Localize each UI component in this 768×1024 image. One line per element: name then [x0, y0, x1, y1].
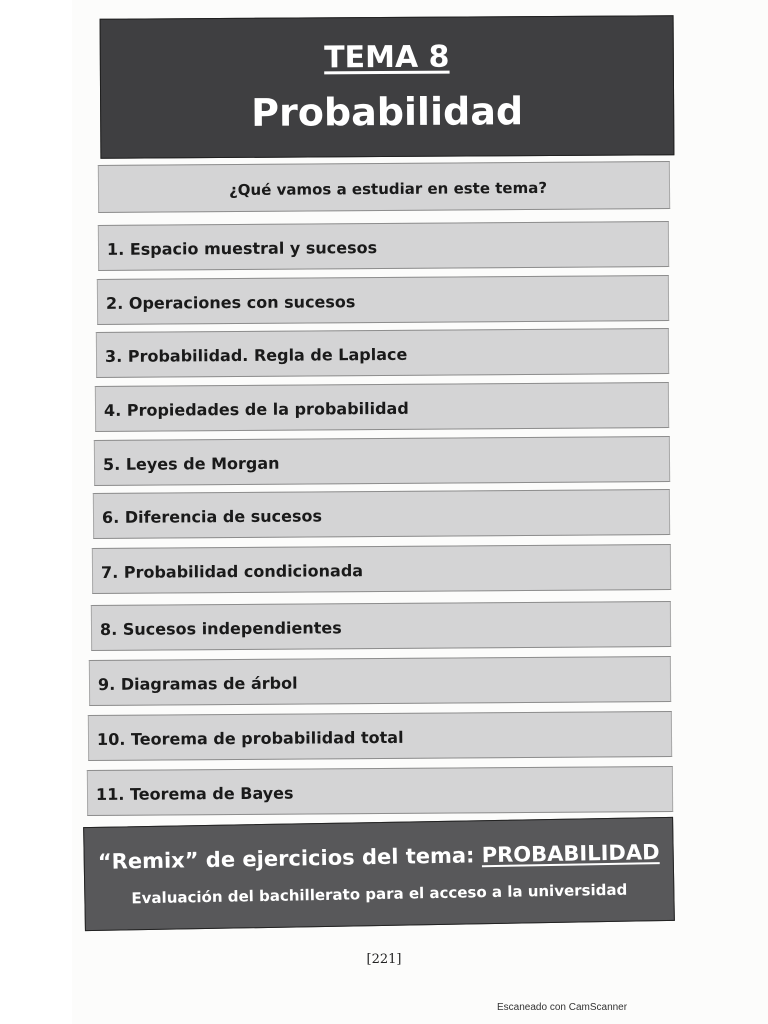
topic-label: 10. Teorema de probabilidad total	[96, 727, 404, 749]
topic-item	[91, 601, 671, 651]
exercises-banner	[83, 817, 675, 931]
topic-item	[87, 766, 673, 816]
topic-item	[98, 221, 669, 271]
topic-label: 2. Operaciones con sucesos	[105, 292, 356, 313]
exercises-heading	[85, 840, 673, 874]
exercises-subheading: Evaluación del bachillerato para el acceso a la universidad	[131, 880, 628, 908]
topic-label: 7. Probabilidad condicionada	[100, 561, 364, 582]
topic-item	[95, 382, 669, 432]
chapter-header	[100, 15, 675, 159]
page-number: [221]	[366, 952, 402, 967]
chapter-number: TEMA 8	[324, 39, 450, 76]
page-margin	[0, 0, 72, 1024]
scanner-watermark: Escaneado con CamScanner	[497, 1002, 628, 1013]
topic-label: 8. Sucesos independientes	[99, 618, 342, 639]
topic-item	[93, 489, 670, 539]
topic-item	[92, 544, 671, 594]
topic-item	[94, 436, 670, 486]
topic-item	[97, 275, 669, 325]
topic-label: 11. Teorema de Bayes	[95, 783, 294, 804]
topic-label: 5. Leyes de Morgan	[102, 453, 280, 474]
exercises-heading-prefix: “Remix” de ejercicios del tema:	[97, 843, 482, 874]
topic-label: 9. Diagramas de árbol	[97, 673, 298, 694]
topic-item	[88, 711, 672, 761]
exercises-subject: PROBABILIDAD	[481, 840, 660, 868]
study-question-bar	[98, 161, 670, 213]
chapter-title: Probabilidad	[251, 89, 524, 135]
topic-label: 6. Diferencia de sucesos	[101, 506, 323, 527]
topic-item	[89, 656, 671, 706]
topic-label: 1. Espacio muestral y sucesos	[106, 238, 378, 259]
topic-label: 3. Probabilidad. Regla de Laplace	[104, 344, 408, 366]
study-question: ¿Qué vamos a estudiar en este tema?	[228, 178, 548, 199]
topic-item	[96, 328, 669, 378]
topic-label: 4. Propiedades de la probabilidad	[103, 398, 409, 420]
